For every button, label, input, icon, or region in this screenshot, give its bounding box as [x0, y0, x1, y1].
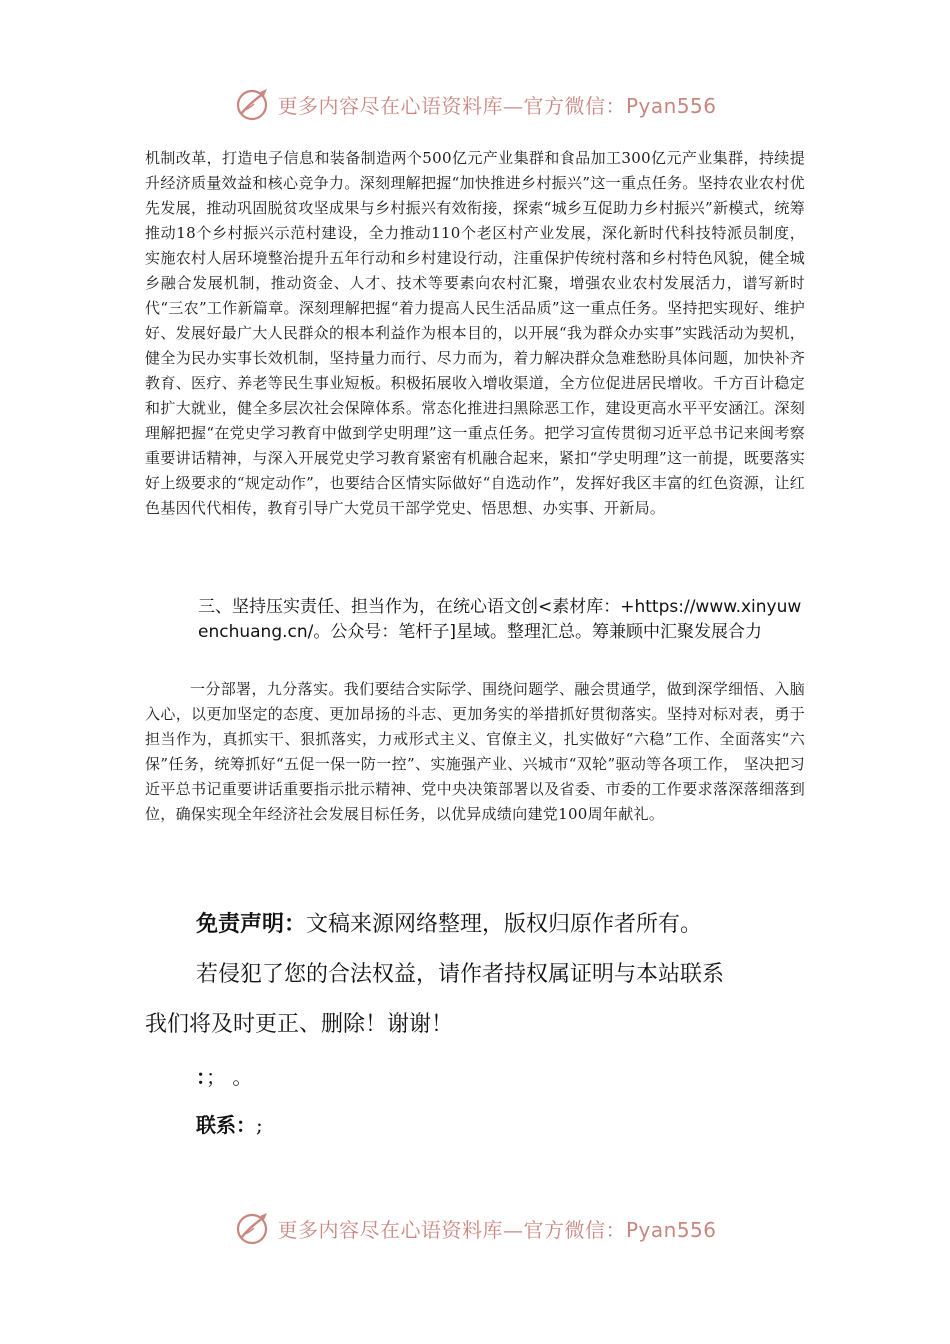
banner-text: 更多内容尽在心语资料库—官方微信：Pyan556: [277, 1217, 717, 1242]
body-paragraph-2: 一分部署，九分落实。我们要结合实际学、围绕问题学、融会贯通学，做到深学细悟、入脑入心，以更加坚定的态度、更加昂扬的斗志、更加务实的举措抓好贯彻落实。坚持对标对表，勇于担当作为，真抓实干、狠抓落实，力戒形式主义、官僚主义，扎实做好“六稳”工作、全面落实“六保”任务，统筹抓好“五促一保一防一控”、实施强产业、兴城市“双轮”驱动等各项工作， 坚决把习近平总书记重要讲话重要指示批示精神、党中央决策部署以及省委、市委的工作要求落深落细落到位，确保实现全年经济社会发展目标任务，以优异成绩向建党100周年献礼。: [145, 680, 805, 823]
footer-banner: [0, 1206, 950, 1250]
body-paragraph-1: 机制改革，打造电子信息和装备制造两个500亿元产业集群和食品加工300亿元产业集群，持续提升经济质量效益和核心竞争力。深刻理解把握“加快推进乡村振兴”这一重点任务。坚持农业农村优先发展，推动巩固脱贫攻坚成果与乡村振兴有效衔接，探索“城乡互促助力乡村振兴”新模式，统筹推动18个乡村振兴示范村建设，全力推动110个老区村产业发展，深化新时代科技特派员制度，实施农村人居环境整治提升五年行动和乡村建设行动，注重保护传统村落和乡村特色风貌，健全城乡融合发展机制，推动资金、人才、技术等要素向农村汇聚，增强农业农村发展活力，谱写新时代“三农”工作新篇章。深刻理解把握“着力提高人民生活品质”这一重点任务。坚持把实现好、维护好、发展好最广大人民群众的根本利益作为根本目的，以开展“我为群众办实事”实践活动为契机，健全为民办实事长效机制，坚持量力而行、尽力而为，着力解决群众急难愁盼具体问题，加快补齐教育、医疗、养老等民生事业短板。积极拓展收入增收渠道，全方位促进居民增收。千方百计稳定和扩大就业，健全多层次社会保障体系。常态化推进扫黑除恶工作，建设更高水平平安涵江。深刻理解把握“在党史学习教育中做到学史明理”这一重点任务。把学习宣传贯彻习近平总书记来闽考察重要讲话精神，与深入开展党史学习教育紧密有机融合起来，紧扣“学史明理”这一前提，既要落实好上级要求的“规定动作”，也要结合区情实际做好“自选动作”，发挥好我区丰富的红色资源，让红色基因代代相传，教育引导广大党员干部学党史、悟思想、办实事、开新局。: [145, 149, 805, 517]
disclaimer-line-3: 我们将及时更正、删除！谢谢！: [145, 1012, 454, 1037]
disclaimer-line-2: 若侵犯了您的合法权益，请作者持权属证明与本站联系: [196, 962, 725, 987]
header-banner: [0, 82, 950, 126]
contact-line: 联系：;: [196, 1113, 263, 1137]
section-heading-3: 三、坚持压实责任、担当作为，在统心语文创<素材库：+https://www.xinyuwenchuang.cn/。公众号：笔杆子]星域。整理汇总。筹兼顾中汇聚发展合力: [198, 597, 802, 642]
banner-text: 更多内容尽在心语资料库—官方微信：Pyan556: [277, 93, 717, 118]
disclaimer-label: 免责声明：: [196, 912, 307, 937]
pen-logo-icon: [233, 1208, 273, 1248]
disclaimer-line-1: 免责声明：文稿来源网络整理，版权归原作者所有。: [196, 912, 703, 937]
contact-label: 联系：: [196, 1113, 256, 1137]
disclaimer-line-4: ：； 。: [196, 1065, 253, 1089]
pen-logo-icon: [233, 84, 273, 124]
